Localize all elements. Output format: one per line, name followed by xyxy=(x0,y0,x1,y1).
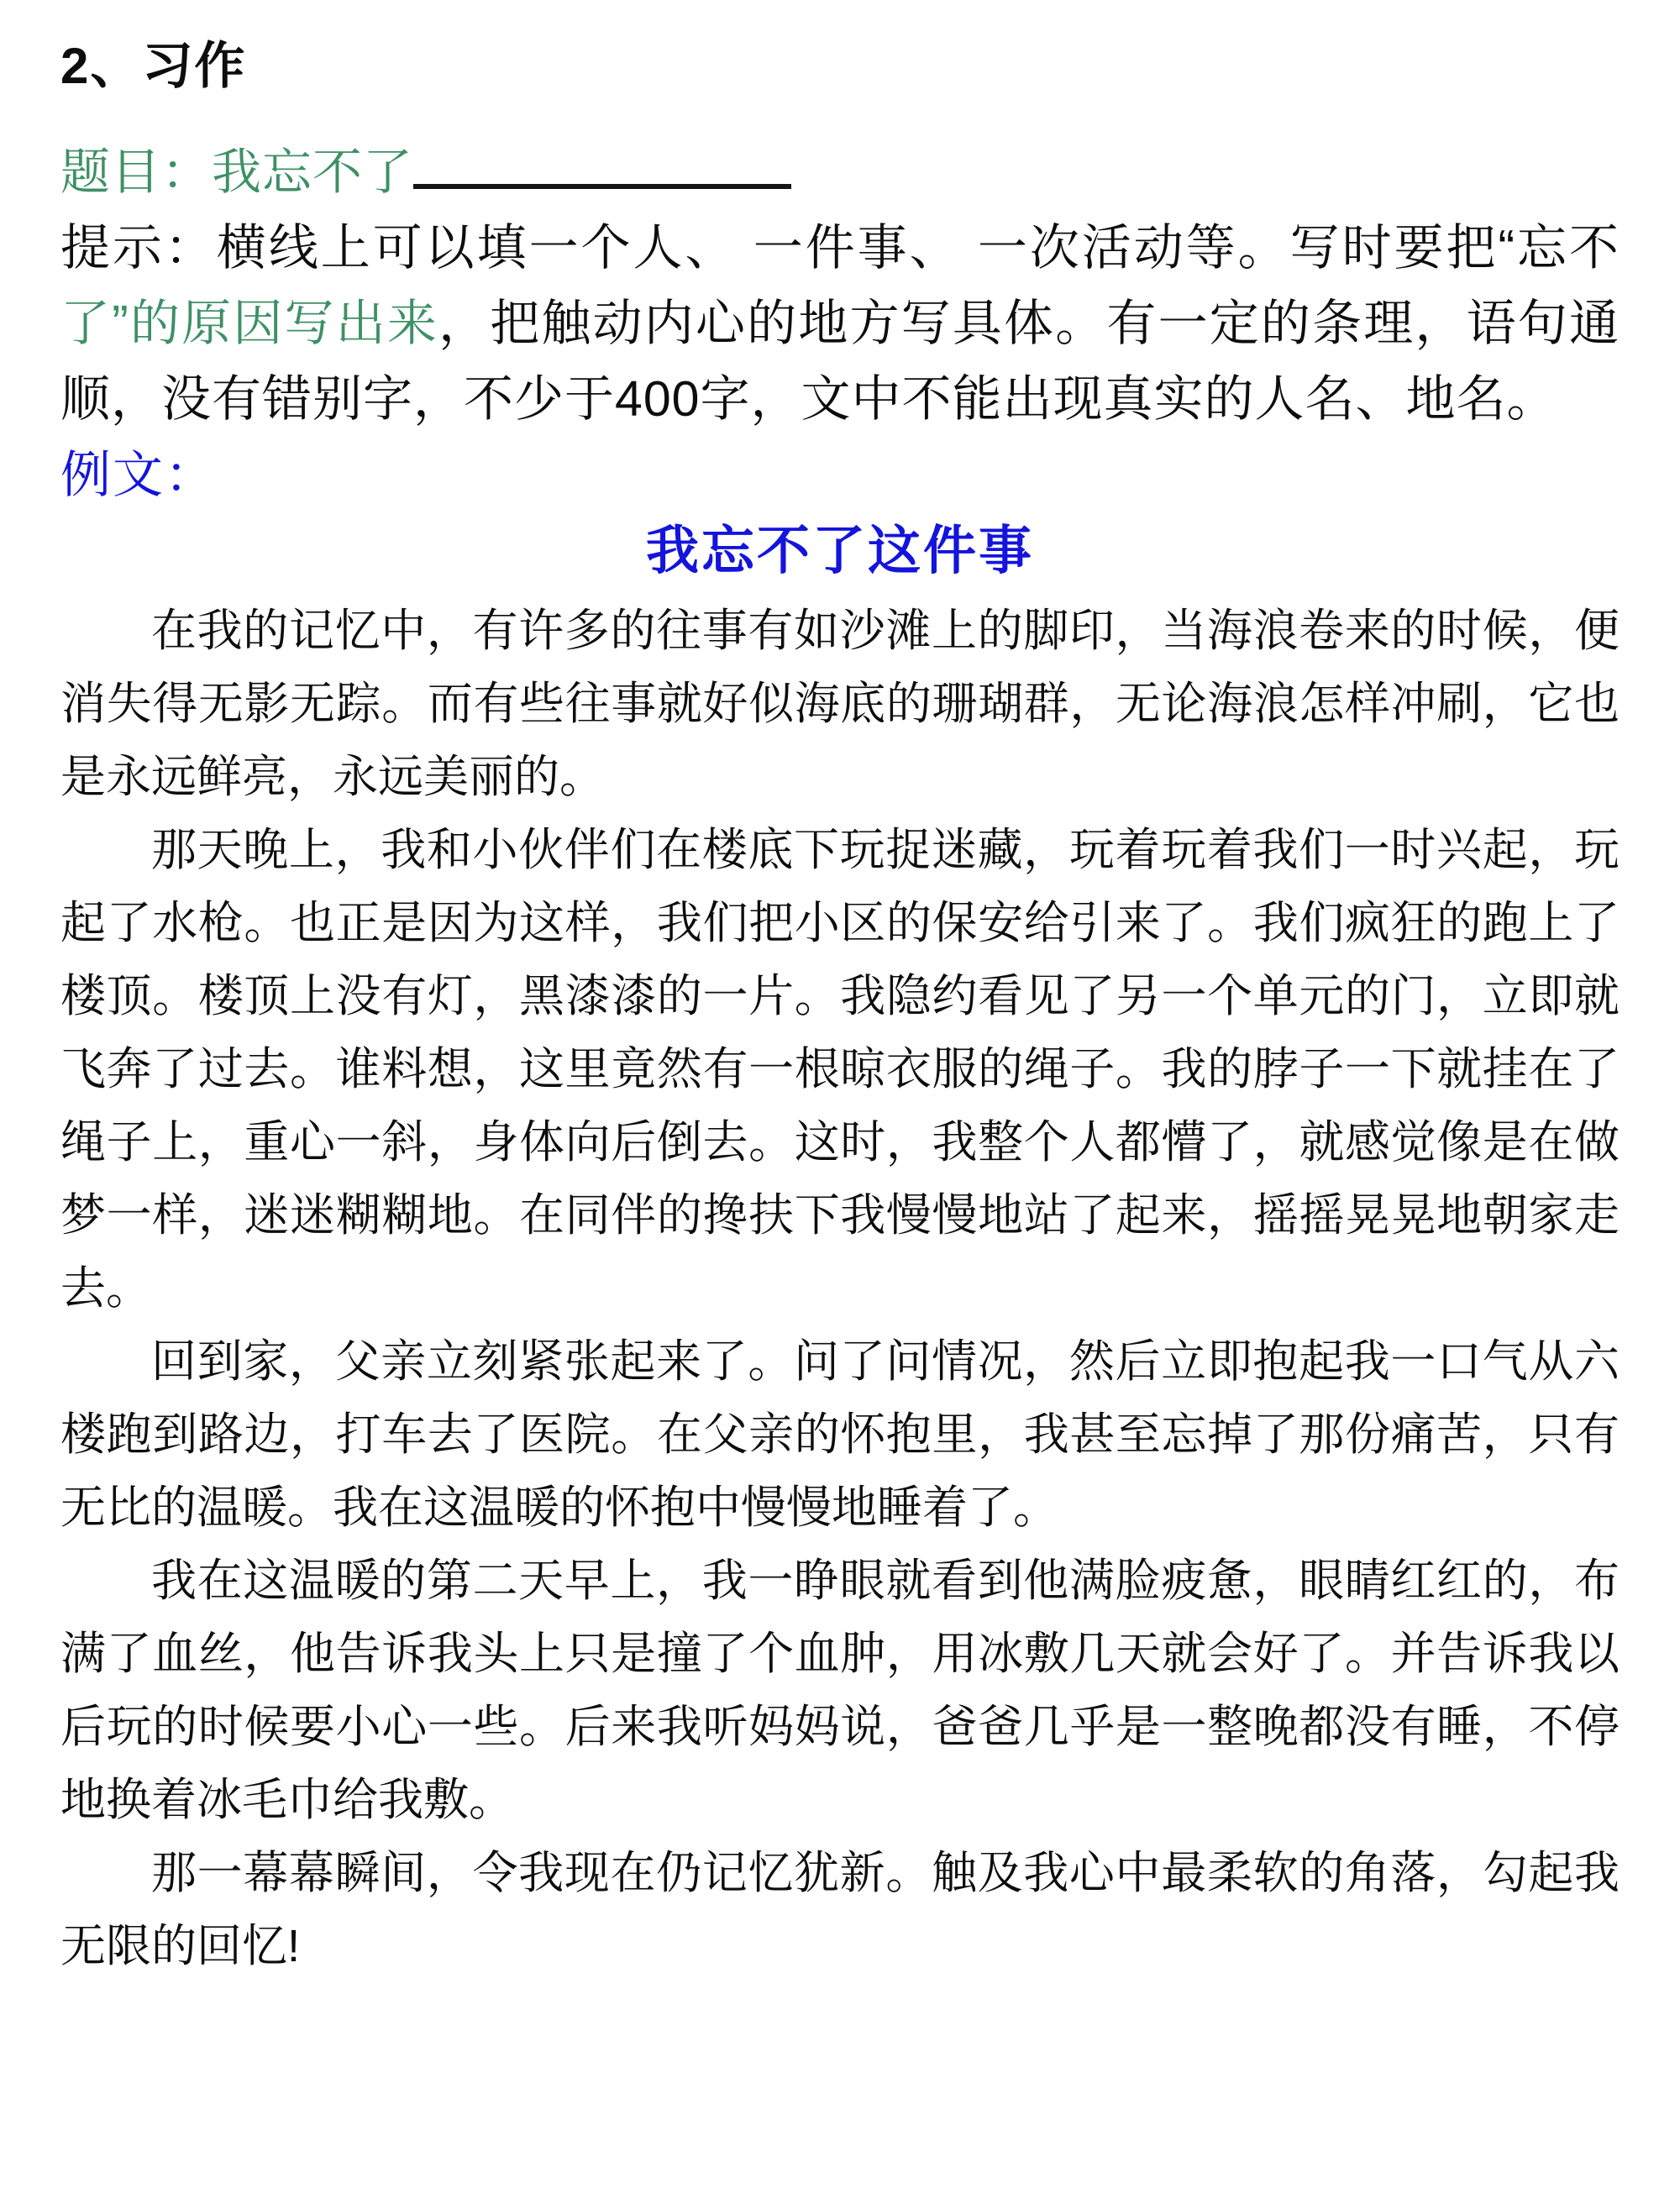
hint-text-rest: ，把触动内心的地方写具体。有一定的条理，语句通顺，没有错别字，不少于400字，文中不能出现真实的人名、地名。 xyxy=(60,296,1620,427)
essay-paragraph: 回到家，父亲立刻紧张起来了。问了问情况，然后立即抱起我一口气从六楼跑到路边，打车去了医院。在父亲的怀抱里，我甚至忘掉了那份痛苦，只有无比的温暖。我在这温暖的怀抱中慢慢地睡着了。 xyxy=(60,1336,1620,1533)
essay-body xyxy=(60,595,1620,1983)
essay-paragraph: 那天晚上，我和小伙伴们在楼底下玩捉迷藏，玩着玩着我们一时兴起，玩起了水枪。也正是因为这样，我们把小区的保安给引来了。我们疯狂的跑上了楼顶。楼顶上没有灯，黑漆漆的一片。我隐约看见了另一个单元的门，立即就飞奔了过去。谁料想，这里竟然有一根晾衣服的绳子。我的脖子一下就挂在了绳子上，重心一斜，身体向后倒去。这时，我整个人都懵了，就感觉像是在做梦一样，迷迷糊糊地。在同伴的搀扶下我慢慢地站了起来，摇摇晃晃地朝家走去。 xyxy=(60,825,1620,1314)
hint-paragraph xyxy=(60,210,1620,437)
essay-paragraph: 我在这温暖的第二天早上，我一睁眼就看到他满脸疲惫，眼睛红红的，布满了血丝，他告诉我头上只是撞了个血肿，用冰敷几天就会好了。并告诉我以后玩的时候要小心一些。后来我听妈妈说，爸爸几乎是一整晚都没有睡，不停地换着冰毛巾给我敷。 xyxy=(60,1556,1620,1825)
essay-title: 我忘不了这件事 xyxy=(646,522,1034,580)
section-heading: 2、习作 xyxy=(60,38,247,94)
topic-label: 题目：我忘不了 xyxy=(60,144,414,200)
hint-text-lead: 提示：横线上可以填一个人、 一件事、 一次活动等。写时要把“忘不 xyxy=(60,220,1620,276)
topic-line xyxy=(60,134,1620,210)
essay-paragraph: 在我的记忆中，有许多的往事有如沙滩上的脚印，当海浪卷来的时候，便消失得无影无踪。而有些往事就好似海底的珊瑚群，无论海浪怎样冲刷，它也是永远鲜亮，永远美丽的。 xyxy=(60,606,1620,802)
essay-paragraph: 那一幕幕瞬间，令我现在仍记忆犹新。触及我心中最柔软的角落，勾起我无限的回忆! xyxy=(60,1848,1620,1971)
hint-text-green: 了”的原因写出来 xyxy=(60,296,439,351)
example-essay-label: 例文： xyxy=(60,447,217,503)
topic-blank-underline xyxy=(413,181,791,189)
